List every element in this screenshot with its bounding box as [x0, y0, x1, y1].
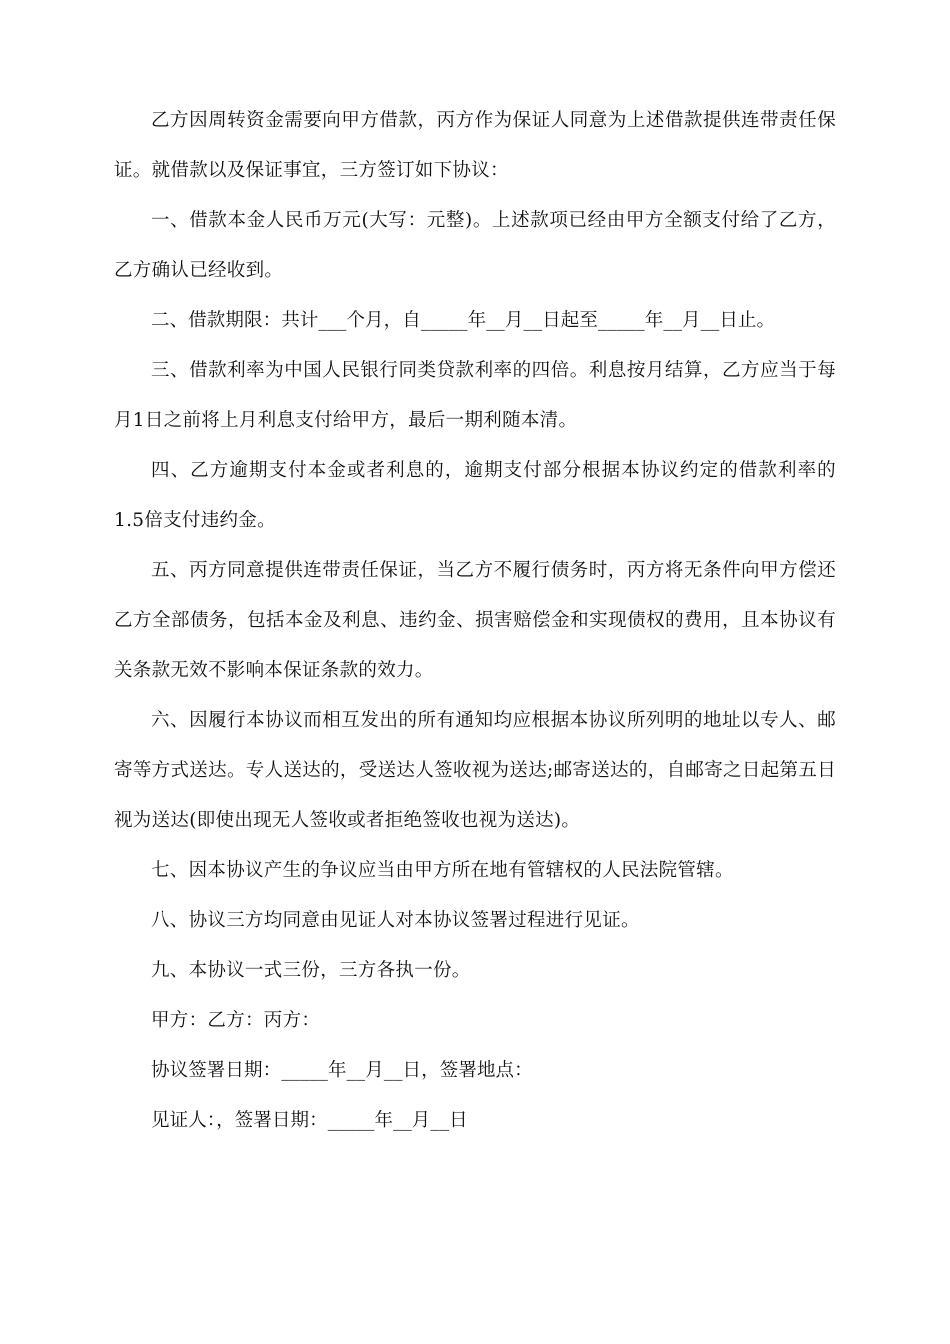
witness-line: 见证人：，签署日期：_____年__月__日 — [151, 1110, 468, 1131]
paragraph-clause-9-copies: 九、本协议一式三份，三方各执一份。 — [151, 960, 471, 981]
paragraph-clause-4-penalty: 四、乙方逾期支付本金或者利息的，逾期支付部分根据本协议约定的借款利率的1.5倍支付违约金。 — [114, 460, 836, 531]
paragraph-intro: 乙方因周转资金需要向甲方借款，丙方作为保证人同意为上述借款提供连带责任保证。就借款以及保证事宜，三方签订如下协议： — [114, 110, 836, 181]
paragraph-clause-3-interest: 三、借款利率为中国人民银行同类贷款利率的四倍。利息按月结算，乙方应当于每月1日之前将上月利息支付给甲方，最后一期利随本清。 — [114, 360, 836, 431]
paragraph-clause-2-term: 二、借款期限：共计___个月，自_____年__月__日起至_____年__月__日止。 — [151, 310, 776, 331]
document-body — [114, 96, 836, 1146]
paragraph-clause-6-notice: 六、因履行本协议而相互发出的所有通知均应根据本协议所列明的地址以专人、邮寄等方式送达。专人送达的，受送达人签收视为送达;邮寄送达的，自邮寄之日起第五日视为送达(即使出现无人签收或者拒绝签收也视为送达)。 — [114, 710, 836, 831]
paragraph-clause-8-witness: 八、协议三方均同意由见证人对本协议签署过程进行见证。 — [151, 910, 640, 931]
signing-date-place-line: 协议签署日期：_____年__月__日，签署地点： — [151, 1060, 533, 1081]
paragraph-clause-5-guarantee: 五、丙方同意提供连带责任保证，当乙方不履行债务时，丙方将无条件向甲方偿还乙方全部债务，包括本金及利息、违约金、损害赔偿金和实现债权的费用，且本协议有关条款无效不影响本保证条款的效力。 — [114, 560, 836, 681]
signature-parties-line: 甲方：乙方：丙方： — [151, 1010, 321, 1031]
paragraph-clause-1-principal: 一、借款本金人民币万元(大写：元整)。上述款项已经由甲方全额支付给了乙方，乙方确认已经收到。 — [114, 210, 836, 281]
paragraph-clause-7-dispute: 七、因本协议产生的争议应当由甲方所在地有管辖权的人民法院管辖。 — [151, 860, 734, 881]
